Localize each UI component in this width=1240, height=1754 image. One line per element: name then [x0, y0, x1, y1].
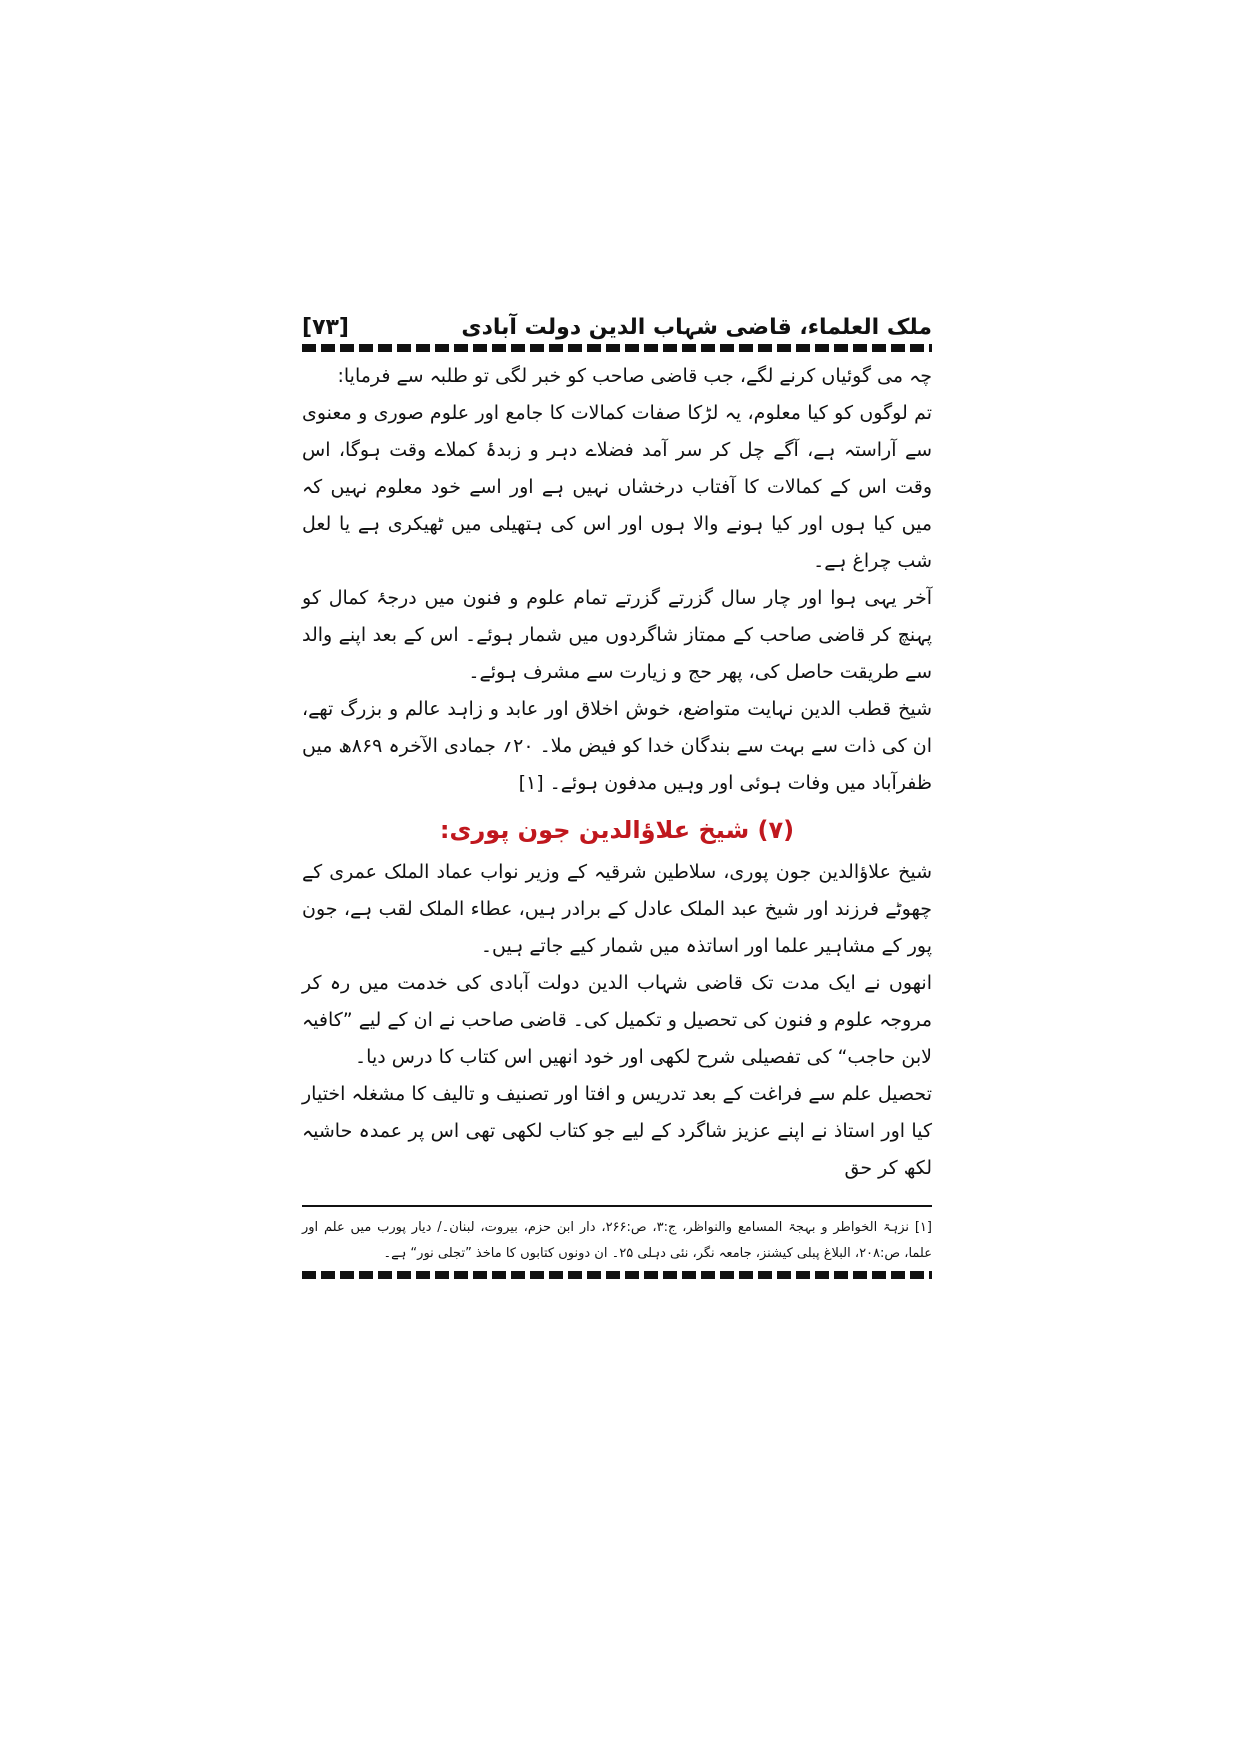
book-page: [302, 300, 932, 1279]
main-text: [302, 358, 932, 1187]
section-heading: (۷) شیخ علاؤالدین جون پوری:: [439, 816, 795, 844]
paragraph: شیخ قطب الدین نہایت متواضع، خوش اخلاق اور عابد و زاہد عالم و بزرگ تھے، ان کی ذات سے بہت سے بندگان خدا کو فیض ملا۔ ۲۰؍ جمادی الآخرہ ۸۶۹ھ میں ظفرآباد میں وفات ہوئی اور وہیں مدفون ہوئے۔ [۱]: [302, 698, 932, 794]
footnote: [۱] نزہۃ الخواطر و بہجۃ المسامع والنواظر، ج:۳، ص:۲۶۶، دار ابن حزم، بیروت، لبنان۔/ دیار پورب میں علم اور علما، ص:۲۰۸، البلاغ پبلی کیشنز، جامعہ نگر، نئی دہلی ۲۵۔ ان دونوں کتابوں کا ماخذ ”تجلی نور“ ہے۔: [302, 1220, 932, 1261]
page-number: [۷۳]: [302, 315, 349, 340]
running-title: ملک العلماء، قاضی شہاب الدین دولت آبادی: [461, 315, 932, 340]
running-header: [302, 300, 932, 340]
footnote-rule: [302, 1205, 932, 1207]
paragraph: انھوں نے ایک مدت تک قاضی شہاب الدین دولت آبادی کی خدمت میں رہ کر مروجہ علوم و فنون کی تحصیل و تکمیل کی۔ قاضی صاحب نے ان کے لیے ”کافیہ لابن حاجب“ کی تفصیلی شرح لکھی اور خود انھیں اس کتاب کا درس دیا۔: [302, 972, 932, 1068]
paragraph: چہ می گوئیاں کرنے لگے، جب قاضی صاحب کو خبر لگی تو طلبہ سے فرمایا:: [337, 365, 932, 387]
footer-dashed-divider: [302, 1271, 932, 1279]
paragraph: تم لوگوں کو کیا معلوم، یہ لڑکا صفات کمالات کا جامع اور علوم صوری و معنوی سے آراستہ ہے، آگے چل کر سر آمد فضلاے دہر و زبدۂ کملاے وقت ہوگا، اس وقت اس کے کمالات کا آفتاب درخشاں نہیں ہے اور اسے خود معلوم نہیں کہ میں کیا ہوں اور کیا ہونے والا ہوں اور اس کی ہتھیلی میں ٹھیکری ہے یا لعل شب چراغ ہے۔: [302, 402, 932, 572]
paragraph: تحصیل علم سے فراغت کے بعد تدریس و افتا اور تصنیف و تالیف کا مشغلہ اختیار کیا اور استاذ نے اپنے عزیز شاگرد کے لیے جو کتاب لکھی تھی اس پر عمدہ حاشیہ لکھ کر حق: [302, 1083, 932, 1179]
paragraph: آخر یہی ہوا اور چار سال گزرتے گزرتے تمام علوم و فنون میں درجۂ کمال کو پہنچ کر قاضی صاحب کے ممتاز شاگردوں میں شمار ہوئے۔ اس کے بعد اپنے والد سے طریقت حاصل کی، پھر حج و زیارت سے مشرف ہوئے۔: [302, 587, 932, 683]
paragraph: شیخ علاؤالدین جون پوری، سلاطین شرقیہ کے وزیر نواب عماد الملک عمری کے چھوٹے فرزند اور شیخ عبد الملک عادل کے برادر ہیں، عطاء الملک لقب ہے، جون پور کے مشاہیر علما اور اساتذہ میں شمار کیے جاتے ہیں۔: [302, 861, 932, 957]
header-dashed-divider: [302, 344, 932, 352]
